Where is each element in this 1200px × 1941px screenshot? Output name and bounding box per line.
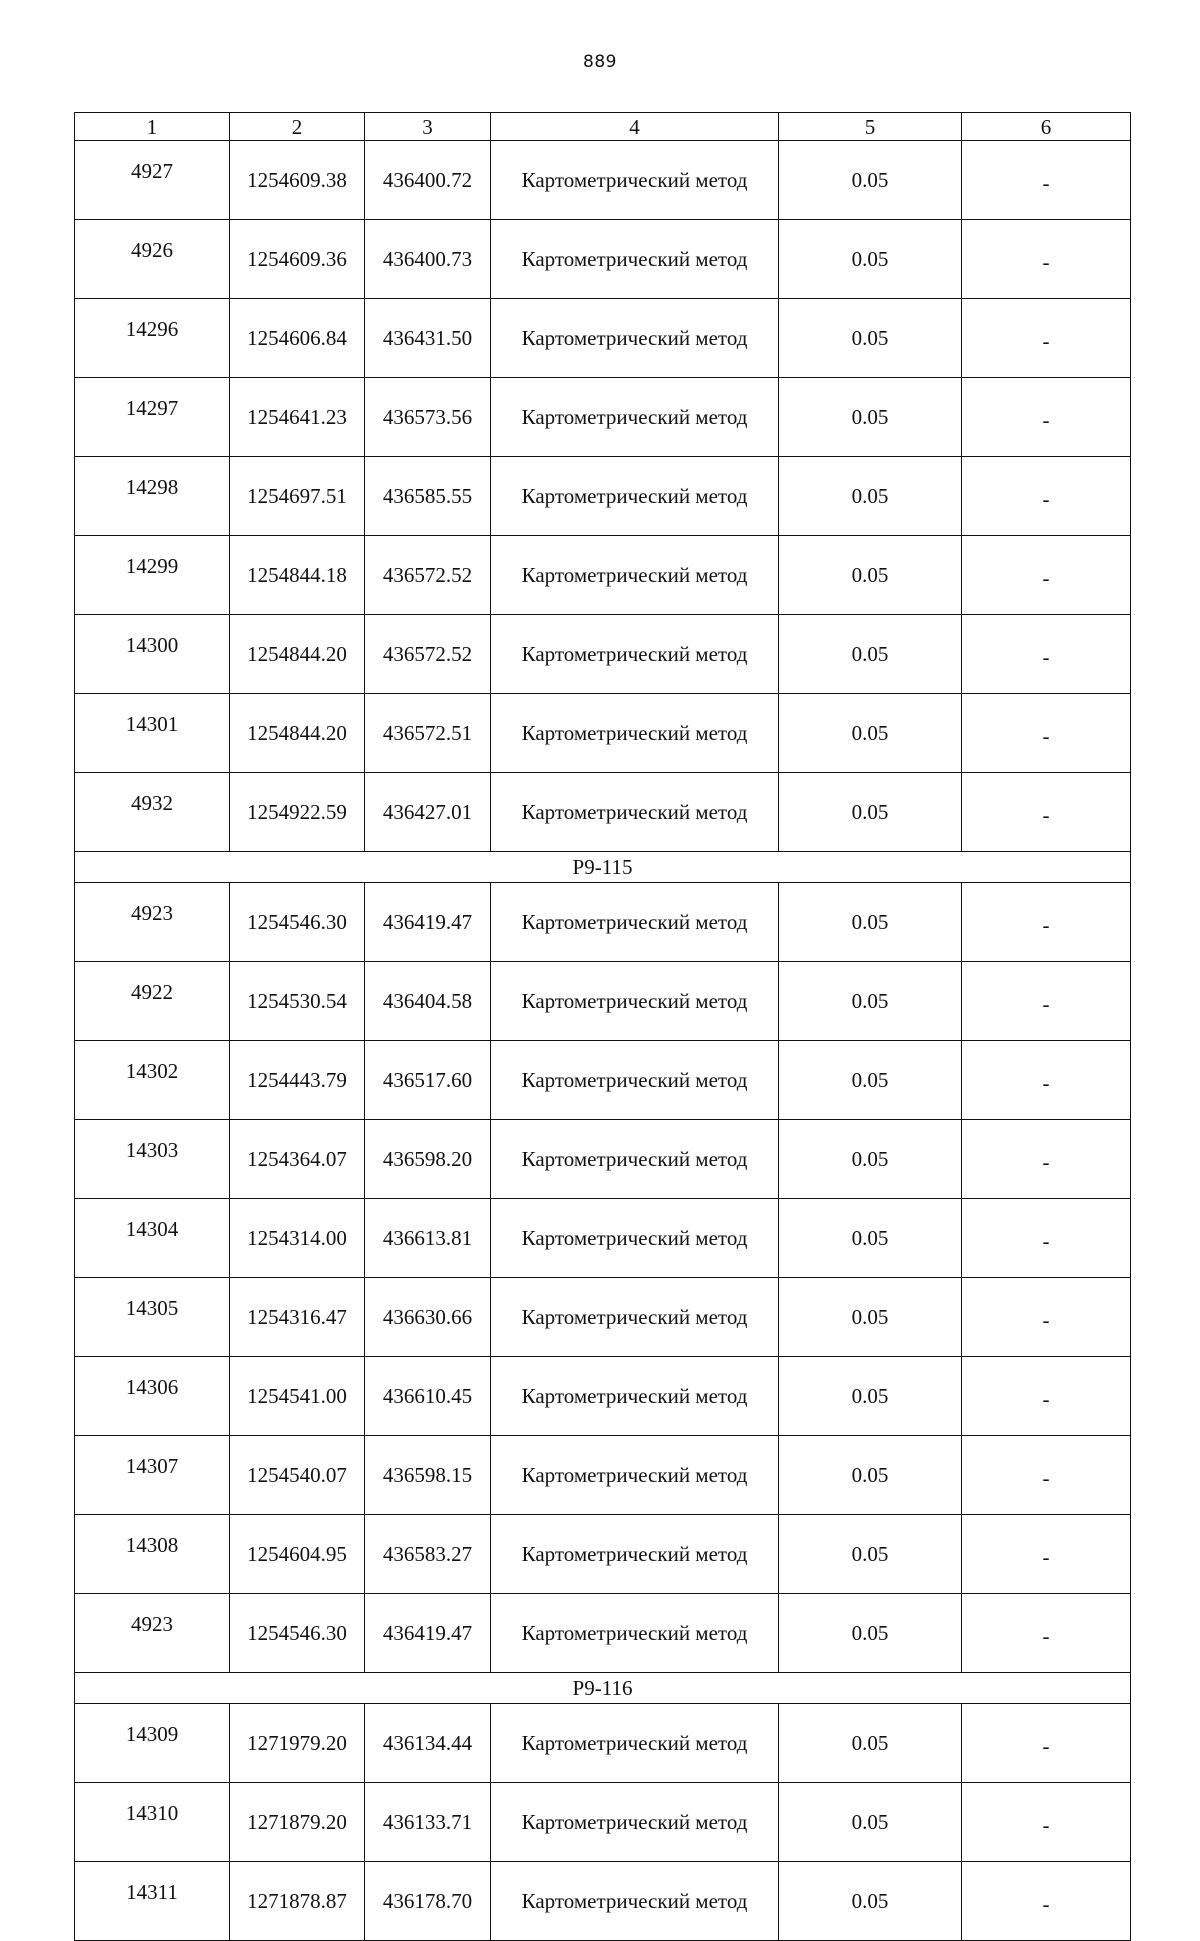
accuracy-cell: 0.05 <box>779 1120 962 1199</box>
table-row <box>75 1041 1131 1120</box>
accuracy-cell: 0.05 <box>779 1041 962 1120</box>
x-coordinate-cell: 1254609.38 <box>230 141 365 220</box>
table-body <box>75 113 1131 1941</box>
accuracy-cell: 0.05 <box>779 694 962 773</box>
x-coordinate-cell: 1254316.47 <box>230 1278 365 1357</box>
method-cell: Картометрический метод <box>491 220 779 299</box>
point-number-cell: 4923 <box>75 1594 230 1673</box>
description-cell: - <box>962 773 1131 852</box>
y-coordinate-cell: 436598.15 <box>365 1436 491 1515</box>
y-coordinate-cell: 436400.73 <box>365 220 491 299</box>
description-cell: - <box>962 694 1131 773</box>
accuracy-cell: 0.05 <box>779 299 962 378</box>
y-coordinate-cell: 436572.51 <box>365 694 491 773</box>
y-coordinate-cell: 436404.58 <box>365 962 491 1041</box>
accuracy-cell: 0.05 <box>779 962 962 1041</box>
x-coordinate-cell: 1254922.59 <box>230 773 365 852</box>
table-row <box>75 694 1131 773</box>
y-coordinate-cell: 436613.81 <box>365 1199 491 1278</box>
point-number-cell: 14308 <box>75 1515 230 1594</box>
description-cell: - <box>962 1704 1131 1783</box>
y-coordinate-cell: 436572.52 <box>365 536 491 615</box>
accuracy-cell: 0.05 <box>779 1357 962 1436</box>
y-coordinate-cell: 436585.55 <box>365 457 491 536</box>
accuracy-cell: 0.05 <box>779 378 962 457</box>
table-row <box>75 773 1131 852</box>
x-coordinate-cell: 1254541.00 <box>230 1357 365 1436</box>
table-row <box>75 1199 1131 1278</box>
point-number-cell: 4923 <box>75 883 230 962</box>
y-coordinate-cell: 436427.01 <box>365 773 491 852</box>
table-row <box>75 141 1131 220</box>
description-cell: - <box>962 615 1131 694</box>
table-row <box>75 1120 1131 1199</box>
x-coordinate-cell: 1254641.23 <box>230 378 365 457</box>
point-number-cell: 14296 <box>75 299 230 378</box>
column-header: 4 <box>491 113 779 141</box>
y-coordinate-cell: 436419.47 <box>365 1594 491 1673</box>
section-header-row <box>75 1673 1131 1704</box>
method-cell: Картометрический метод <box>491 299 779 378</box>
x-coordinate-cell: 1254443.79 <box>230 1041 365 1120</box>
description-cell: - <box>962 1041 1131 1120</box>
method-cell: Картометрический метод <box>491 962 779 1041</box>
method-cell: Картометрический метод <box>491 1783 779 1862</box>
x-coordinate-cell: 1254546.30 <box>230 1594 365 1673</box>
accuracy-cell: 0.05 <box>779 1436 962 1515</box>
section-header-row <box>75 852 1131 883</box>
y-coordinate-cell: 436572.52 <box>365 615 491 694</box>
table-row <box>75 1436 1131 1515</box>
x-coordinate-cell: 1254546.30 <box>230 883 365 962</box>
column-header: 2 <box>230 113 365 141</box>
accuracy-cell: 0.05 <box>779 883 962 962</box>
y-coordinate-cell: 436178.70 <box>365 1862 491 1941</box>
table-row <box>75 1594 1131 1673</box>
method-cell: Картометрический метод <box>491 141 779 220</box>
section-label: Р9-116 <box>75 1673 1131 1704</box>
point-number-cell: 14309 <box>75 1704 230 1783</box>
y-coordinate-cell: 436134.44 <box>365 1704 491 1783</box>
column-header: 1 <box>75 113 230 141</box>
accuracy-cell: 0.05 <box>779 1278 962 1357</box>
description-cell: - <box>962 536 1131 615</box>
point-number-cell: 14307 <box>75 1436 230 1515</box>
table-row <box>75 220 1131 299</box>
description-cell: - <box>962 220 1131 299</box>
method-cell: Картометрический метод <box>491 1278 779 1357</box>
x-coordinate-cell: 1254530.54 <box>230 962 365 1041</box>
point-number-cell: 14302 <box>75 1041 230 1120</box>
point-number-cell: 14300 <box>75 615 230 694</box>
y-coordinate-cell: 436517.60 <box>365 1041 491 1120</box>
point-number-cell: 14311 <box>75 1862 230 1941</box>
point-number-cell: 14299 <box>75 536 230 615</box>
method-cell: Картометрический метод <box>491 457 779 536</box>
table-row <box>75 1862 1131 1941</box>
accuracy-cell: 0.05 <box>779 615 962 694</box>
description-cell: - <box>962 1783 1131 1862</box>
x-coordinate-cell: 1254606.84 <box>230 299 365 378</box>
point-number-cell: 14303 <box>75 1120 230 1199</box>
description-cell: - <box>962 962 1131 1041</box>
point-number-cell: 14306 <box>75 1357 230 1436</box>
method-cell: Картометрический метод <box>491 1357 779 1436</box>
method-cell: Картометрический метод <box>491 1041 779 1120</box>
point-number-cell: 14297 <box>75 378 230 457</box>
x-coordinate-cell: 1254697.51 <box>230 457 365 536</box>
table-row <box>75 457 1131 536</box>
method-cell: Картометрический метод <box>491 694 779 773</box>
x-coordinate-cell: 1254314.00 <box>230 1199 365 1278</box>
x-coordinate-cell: 1271979.20 <box>230 1704 365 1783</box>
y-coordinate-cell: 436419.47 <box>365 883 491 962</box>
method-cell: Картометрический метод <box>491 536 779 615</box>
method-cell: Картометрический метод <box>491 883 779 962</box>
accuracy-cell: 0.05 <box>779 220 962 299</box>
x-coordinate-cell: 1254604.95 <box>230 1515 365 1594</box>
description-cell: - <box>962 457 1131 536</box>
method-cell: Картометрический метод <box>491 1594 779 1673</box>
method-cell: Картометрический метод <box>491 1120 779 1199</box>
description-cell: - <box>962 141 1131 220</box>
x-coordinate-cell: 1254844.20 <box>230 694 365 773</box>
method-cell: Картометрический метод <box>491 1862 779 1941</box>
accuracy-cell: 0.05 <box>779 1515 962 1594</box>
table-row <box>75 1783 1131 1862</box>
point-number-cell: 14298 <box>75 457 230 536</box>
point-number-cell: 4932 <box>75 773 230 852</box>
description-cell: - <box>962 883 1131 962</box>
point-number-cell: 14310 <box>75 1783 230 1862</box>
x-coordinate-cell: 1254540.07 <box>230 1436 365 1515</box>
x-coordinate-cell: 1271879.20 <box>230 1783 365 1862</box>
coordinates-table <box>74 112 1131 1941</box>
page-number: 889 <box>583 52 617 72</box>
column-number-header-row <box>75 113 1131 141</box>
method-cell: Картометрический метод <box>491 1436 779 1515</box>
x-coordinate-cell: 1254609.36 <box>230 220 365 299</box>
column-header: 6 <box>962 113 1131 141</box>
y-coordinate-cell: 436133.71 <box>365 1783 491 1862</box>
description-cell: - <box>962 1594 1131 1673</box>
table-row <box>75 378 1131 457</box>
y-coordinate-cell: 436610.45 <box>365 1357 491 1436</box>
accuracy-cell: 0.05 <box>779 1704 962 1783</box>
section-label: Р9-115 <box>75 852 1131 883</box>
point-number-cell: 4922 <box>75 962 230 1041</box>
x-coordinate-cell: 1254844.20 <box>230 615 365 694</box>
accuracy-cell: 0.05 <box>779 1862 962 1941</box>
accuracy-cell: 0.05 <box>779 141 962 220</box>
description-cell: - <box>962 378 1131 457</box>
accuracy-cell: 0.05 <box>779 773 962 852</box>
accuracy-cell: 0.05 <box>779 1199 962 1278</box>
column-header: 5 <box>779 113 962 141</box>
y-coordinate-cell: 436583.27 <box>365 1515 491 1594</box>
description-cell: - <box>962 1515 1131 1594</box>
accuracy-cell: 0.05 <box>779 1783 962 1862</box>
point-number-cell: 4927 <box>75 141 230 220</box>
column-header: 3 <box>365 113 491 141</box>
table-row <box>75 299 1131 378</box>
y-coordinate-cell: 436431.50 <box>365 299 491 378</box>
point-number-cell: 4926 <box>75 220 230 299</box>
table-row <box>75 962 1131 1041</box>
point-number-cell: 14301 <box>75 694 230 773</box>
table-row <box>75 1357 1131 1436</box>
accuracy-cell: 0.05 <box>779 457 962 536</box>
table-row <box>75 1515 1131 1594</box>
description-cell: - <box>962 1862 1131 1941</box>
accuracy-cell: 0.05 <box>779 536 962 615</box>
description-cell: - <box>962 299 1131 378</box>
description-cell: - <box>962 1436 1131 1515</box>
point-number-cell: 14304 <box>75 1199 230 1278</box>
y-coordinate-cell: 436598.20 <box>365 1120 491 1199</box>
description-cell: - <box>962 1120 1131 1199</box>
x-coordinate-cell: 1254364.07 <box>230 1120 365 1199</box>
method-cell: Картометрический метод <box>491 1704 779 1783</box>
table-row <box>75 883 1131 962</box>
y-coordinate-cell: 436573.56 <box>365 378 491 457</box>
table-row <box>75 615 1131 694</box>
table-row <box>75 1278 1131 1357</box>
method-cell: Картометрический метод <box>491 773 779 852</box>
y-coordinate-cell: 436400.72 <box>365 141 491 220</box>
method-cell: Картометрический метод <box>491 1199 779 1278</box>
table-row <box>75 536 1131 615</box>
method-cell: Картометрический метод <box>491 615 779 694</box>
accuracy-cell: 0.05 <box>779 1594 962 1673</box>
x-coordinate-cell: 1271878.87 <box>230 1862 365 1941</box>
y-coordinate-cell: 436630.66 <box>365 1278 491 1357</box>
method-cell: Картометрический метод <box>491 1515 779 1594</box>
description-cell: - <box>962 1199 1131 1278</box>
table-row <box>75 1704 1131 1783</box>
point-number-cell: 14305 <box>75 1278 230 1357</box>
method-cell: Картометрический метод <box>491 378 779 457</box>
x-coordinate-cell: 1254844.18 <box>230 536 365 615</box>
description-cell: - <box>962 1357 1131 1436</box>
description-cell: - <box>962 1278 1131 1357</box>
